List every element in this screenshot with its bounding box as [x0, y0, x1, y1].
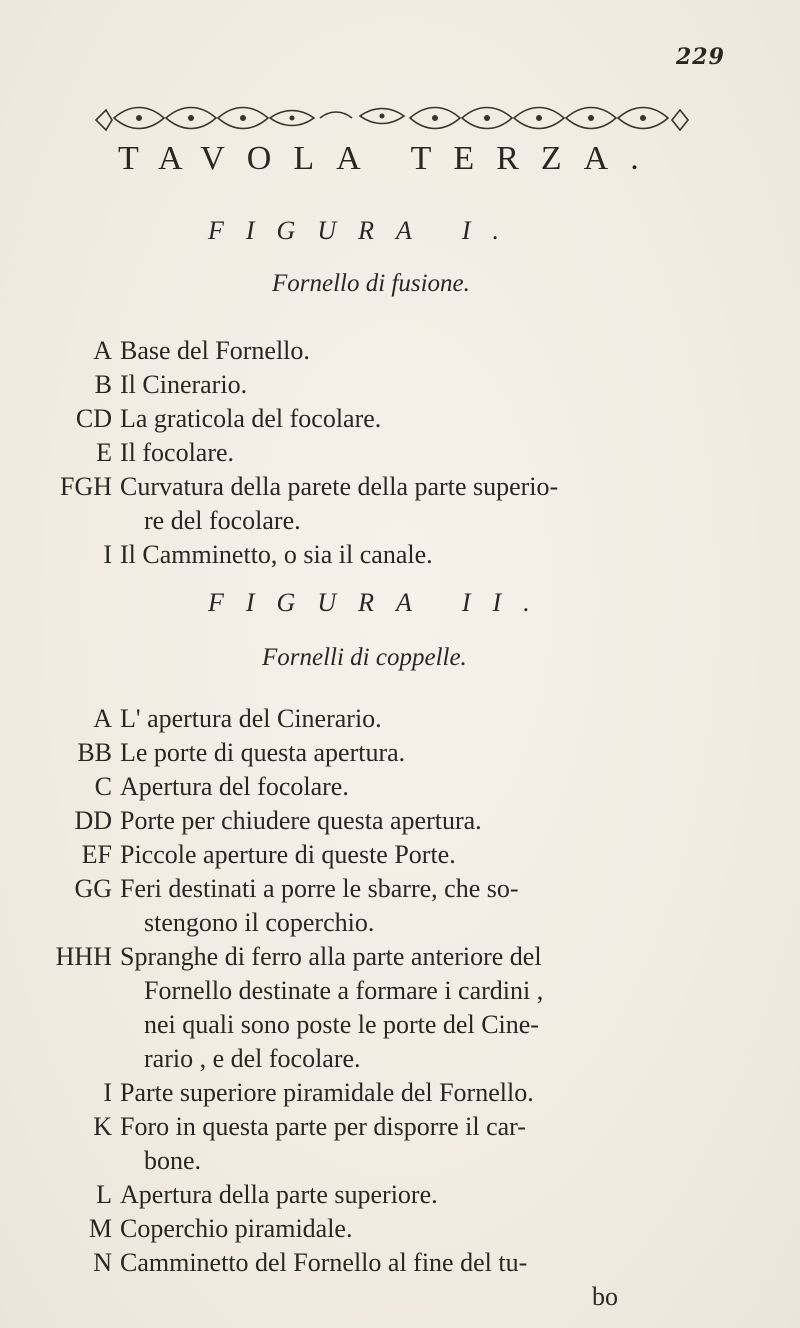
figure-subtitle: Fornello di fusione. [272, 270, 470, 297]
legend-letter: HHH [55, 942, 112, 971]
legend-letter: BB [77, 738, 112, 767]
legend-letter: N [93, 1248, 112, 1277]
legend-letter: A [93, 336, 112, 365]
legend-description: Camminetto del Fornello al fine del tu- bo [120, 1248, 618, 1311]
legend-description: Apertura della parte superiore. [120, 1180, 438, 1209]
legend-description: Il focolare. [120, 438, 235, 467]
legend-description: Parte superiore piramidale del Fornello. [120, 1078, 534, 1107]
legend-letter: M [88, 1214, 112, 1243]
legend-description: Spranghe di ferro alla parte anteriore del Fornello destinate a formare i cardini , nei quali sono poste le porte del Cine- rario , e del focolare. [120, 942, 544, 1073]
legend-letter: B [94, 370, 112, 399]
legend-letter: GG [74, 874, 112, 903]
legend-letter: CD [75, 404, 112, 433]
legend-letter: FGH [59, 472, 112, 501]
legend-letter: E [96, 438, 112, 467]
legend-description: Apertura del focolare. [120, 772, 349, 801]
legend-letter: EF [81, 840, 112, 869]
legend-description: Coperchio piramidale. [120, 1214, 353, 1243]
legend-letter: K [93, 1112, 112, 1141]
legend-letter: A [93, 704, 112, 733]
plate-title: TAVOLA TERZA. [118, 140, 661, 177]
figure-heading: FIGURA I. [208, 216, 522, 245]
legend-description: Piccole aperture di queste Porte. [120, 840, 456, 869]
decorative-headpiece-icon [92, 98, 692, 142]
legend-letter: I [103, 540, 112, 569]
legend-description: Foro in questa parte per disporre il car- bone. [120, 1112, 526, 1175]
page-number: 229 [676, 44, 725, 70]
legend-description: Il Cinerario. [120, 370, 248, 399]
figure-subtitle: Fornelli di coppelle. [262, 644, 467, 671]
legend-description: Feri destinati a porre le sbarre, che so- stengono il coperchio. [120, 874, 519, 937]
legend-letter: I [103, 1078, 112, 1107]
figure-heading: FIGURA II. [208, 588, 552, 617]
legend-description: Porte per chiudere questa apertura. [120, 806, 482, 835]
legend-description: La graticola del focolare. [120, 404, 382, 433]
legend-description: L' apertura del Cinerario. [120, 704, 382, 733]
legend-description: Curvatura della parete della parte superio- re del focolare. [120, 472, 559, 535]
legend-letter: DD [74, 806, 112, 835]
legend-description: Il Camminetto, o sia il canale. [120, 540, 433, 569]
legend-description: Base del Fornello. [120, 336, 310, 365]
legend-letter: C [94, 772, 112, 801]
legend-description: Le porte di questa apertura. [120, 738, 406, 767]
legend-letter: L [96, 1180, 112, 1209]
